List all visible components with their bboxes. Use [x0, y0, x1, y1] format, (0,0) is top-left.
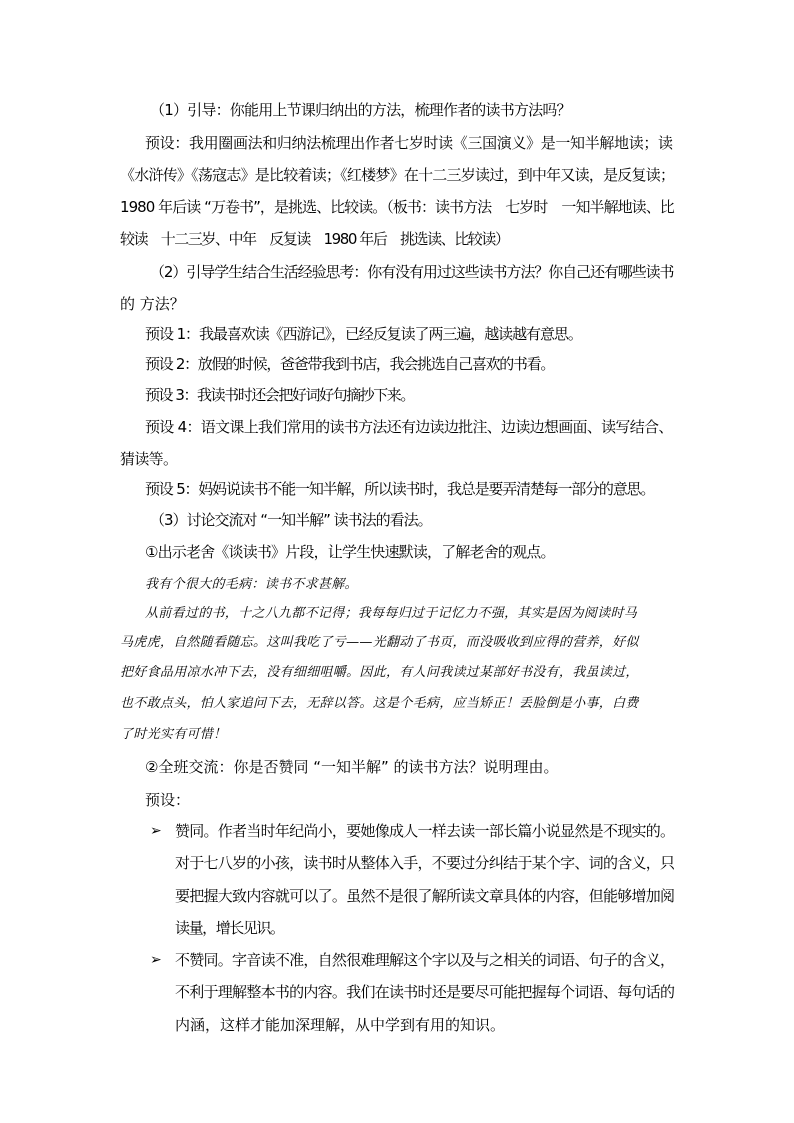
bullet-text-line: 读量，增长见识。	[175, 919, 284, 937]
text-line: 预设 3：我读书时还会把好词好句摘抄下来。	[145, 386, 414, 404]
quote-line: 从前看过的书，十之八九都不记得；我每每归过于记忆力不强，其实是因为阅读时马	[145, 606, 638, 621]
bullet-text-line: 不赞同。字音读不准，自然很难理解这个字以及与之相关的词语、句子的含义，	[175, 951, 675, 969]
text-line: 《水浒传》《荡寇志》是比较着读；《红楼梦》在十二三岁读过，到中年又读，是反复读；	[120, 166, 675, 184]
text-line: （3）讨论交流对 “一知半解” 读书法的看法。	[150, 511, 432, 529]
bullet-arrow-icon: ➢	[150, 952, 162, 968]
text-line: 预设：我用圈画法和归纳法梳理出作者七岁时读《三国演义》是一知半解地读；读	[145, 134, 673, 152]
bullet-text-line: 对于七八岁的小孩，读书时从整体入手，不要过分纠结于某个字、词的含义，只	[175, 854, 675, 872]
quote-line: 把好食品用凉水冲下去，没有细细咀嚼。因此，有人问我读过某部好书没有，我虽读过，	[120, 665, 639, 680]
quote-line: 我有个很大的毛病：读书不求甚解。	[145, 577, 358, 592]
text-line: 1980 年后读 “万卷书”，是挑选、比较读。（板书：读书方法 七岁时 一知半解地读、比	[120, 198, 674, 216]
quote-line: 马虎虎，自然随看随忘。这叫我吃了亏——光翻动了书页，而没吸收到应得的营养，好似	[120, 635, 639, 650]
quote-line: 也不敢点头，怕人家追问下去，无辞以答。这是个毛病，应当矫正！丢脸倒是小事，白费	[120, 696, 639, 711]
text-line: 预设：	[145, 791, 191, 809]
text-line: 猜读等。	[120, 450, 178, 468]
bullet-arrow-icon: ➢	[150, 823, 162, 839]
text-line: 较读 十二三岁、中年 反复读 1980 年后 挑选读、比较读）	[120, 230, 509, 248]
bullet-text-line: 不利于理解整本书的内容。我们在读书时还是要尽可能把握每个词语、每句话的	[175, 983, 675, 1001]
text-line: ②全班交流：你是否赞同 “一知半解” 的读书方法？说明理由。	[145, 758, 559, 776]
text-line: 预设 4：语文课上我们常用的读书方法还有边读边批注、边读边想画面、读写结合、	[145, 418, 673, 436]
text-line: 预设 1：我最喜欢读《西游记》，已经反复读了两三遍，越读越有意思。	[145, 325, 582, 343]
bullet-text-line: 赞同。作者当时年纪尚小，要她像成人一样去读一部长篇小说显然是不现实的。	[175, 822, 675, 840]
text-line: 预设 2：放假的时候，爸爸带我到书店，我会挑选自己喜欢的书看。	[145, 355, 555, 373]
text-line: （2）引导学生结合生活经验思考：你有没有用过这些读书方法？你自己还有哪些读书	[150, 263, 674, 281]
bullet-text-line: 内涵，这样才能加深理解，从中学到有用的知识。	[175, 1016, 506, 1034]
text-line: （1）引导：你能用上节课归纳出的方法，梳理作者的读书方法吗？	[150, 101, 571, 119]
bullet-text-line: 要把握大致内容就可以了。虽然不是很了解所读文章具体的内容，但能够增加阅	[175, 887, 675, 905]
quote-line: 了时光实有可惜！	[120, 727, 227, 742]
text-line: ①出示老舍《谈读书》片段，让学生快速默读，了解老舍的观点。	[145, 543, 555, 561]
text-line: 的 方法？	[120, 295, 185, 313]
text-line: 预设 5：妈妈说读书不能一知半解，所以读书时，我总是要弄清楚每一部分的意思。	[145, 480, 655, 498]
